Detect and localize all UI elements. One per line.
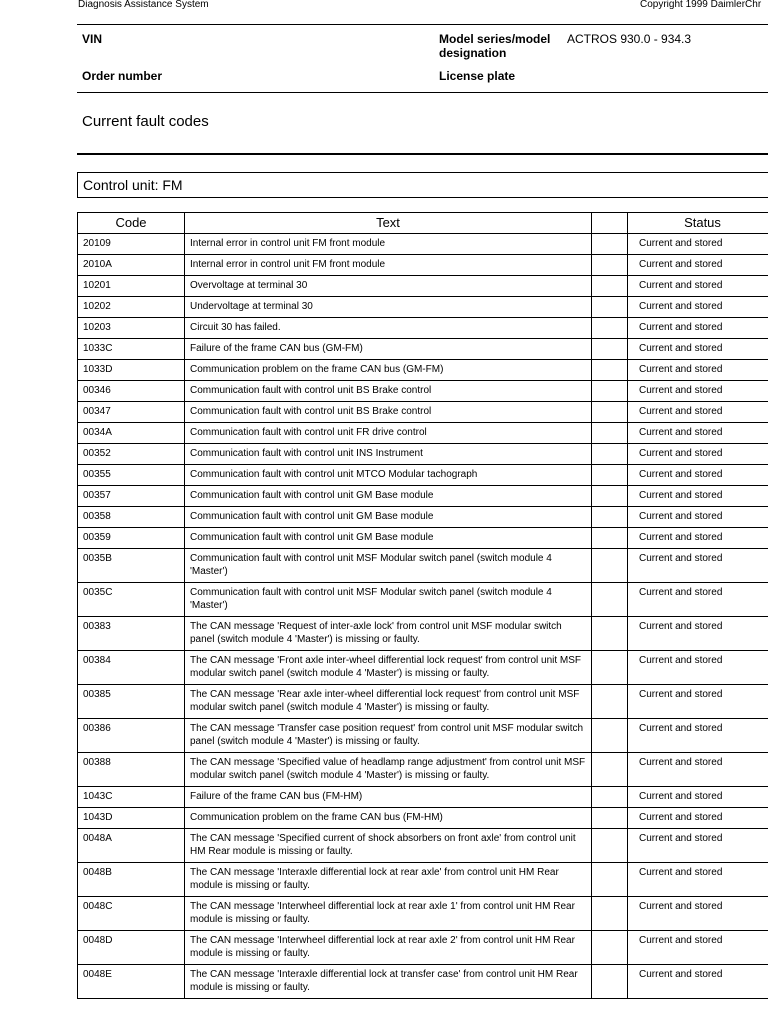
fault-code: 00386 xyxy=(78,719,185,753)
fault-code: 10203 xyxy=(78,318,185,339)
fault-text: Communication fault with control unit MSF Modular switch panel (switch module 4 'Master') xyxy=(185,549,592,583)
fault-text: The CAN message 'Specified value of headlamp range adjustment' from control unit MSF modular switch panel (switch module 4 'Master') is missing or faulty. xyxy=(185,753,592,787)
fault-status: Current and stored xyxy=(628,651,768,685)
table-row xyxy=(78,583,768,617)
fault-status: Current and stored xyxy=(628,297,768,318)
fault-text: Internal error in control unit FM front module xyxy=(185,255,592,276)
blank-cell xyxy=(592,339,628,360)
divider xyxy=(77,24,768,25)
blank-cell xyxy=(592,787,628,808)
table-row xyxy=(78,808,768,829)
fault-code: 0048C xyxy=(78,897,185,931)
fault-status: Current and stored xyxy=(628,276,768,297)
fault-status: Current and stored xyxy=(628,234,768,255)
model-label: Model series/model designation xyxy=(439,32,551,60)
fault-code: 2010A xyxy=(78,255,185,276)
fault-status: Current and stored xyxy=(628,808,768,829)
fault-code: 0034A xyxy=(78,423,185,444)
blank-cell xyxy=(592,318,628,339)
table-row xyxy=(78,402,768,423)
fault-status: Current and stored xyxy=(628,507,768,528)
blank-cell xyxy=(592,297,628,318)
divider xyxy=(77,153,768,155)
fault-text: The CAN message 'Transfer case position request' from control unit MSF modular switch panel (switch module 4 'Master') is missing or faulty. xyxy=(185,719,592,753)
fault-text: Communication fault with control unit INS Instrument xyxy=(185,444,592,465)
table-row xyxy=(78,423,768,444)
fault-code: 00385 xyxy=(78,685,185,719)
fault-text: The CAN message 'Interaxle differential lock at rear axle' from control unit HM Rear module is missing or faulty. xyxy=(185,863,592,897)
page-header xyxy=(0,0,768,12)
fault-status: Current and stored xyxy=(628,255,768,276)
fault-status: Current and stored xyxy=(628,360,768,381)
fault-code: 0048A xyxy=(78,829,185,863)
fault-code: 00346 xyxy=(78,381,185,402)
fault-text: Communication fault with control unit BS Brake control xyxy=(185,402,592,423)
blank-cell xyxy=(592,381,628,402)
table-row xyxy=(78,829,768,863)
column-header-text: Text xyxy=(185,213,592,234)
column-header-blank xyxy=(592,213,628,234)
fault-code: 1043C xyxy=(78,787,185,808)
blank-cell xyxy=(592,931,628,965)
fault-status: Current and stored xyxy=(628,829,768,863)
fault-text: Communication fault with control unit GM Base module xyxy=(185,486,592,507)
blank-cell xyxy=(592,423,628,444)
model-value: ACTROS 930.0 - 934.3 xyxy=(567,32,692,46)
fault-code: 0048D xyxy=(78,931,185,965)
fault-text: Communication fault with control unit GM Base module xyxy=(185,507,592,528)
fault-text: The CAN message 'Interwheel differential lock at rear axle 1' from control unit HM Rear module is missing or faulty. xyxy=(185,897,592,931)
fault-code: 20109 xyxy=(78,234,185,255)
fault-text: The CAN message 'Interaxle differential lock at transfer case' from control unit HM Rear module is missing or faulty. xyxy=(185,965,592,999)
table-header-row xyxy=(78,213,768,234)
table-row xyxy=(78,719,768,753)
fault-code-table xyxy=(77,212,768,999)
fault-text: The CAN message 'Specified current of shock absorbers on front axle' from control unit HM Rear module is missing or faulty. xyxy=(185,829,592,863)
fault-text: The CAN message 'Front axle inter-wheel differential lock request' from control unit MSF modular switch panel (switch module 4 'Master') is missing or faulty. xyxy=(185,651,592,685)
table-row xyxy=(78,444,768,465)
table-row xyxy=(78,897,768,931)
fault-text: Failure of the frame CAN bus (GM-FM) xyxy=(185,339,592,360)
fault-code: 00388 xyxy=(78,753,185,787)
blank-cell xyxy=(592,651,628,685)
blank-cell xyxy=(592,897,628,931)
blank-cell xyxy=(592,234,628,255)
fault-status: Current and stored xyxy=(628,486,768,507)
blank-cell xyxy=(592,583,628,617)
divider xyxy=(77,92,768,93)
fault-status: Current and stored xyxy=(628,444,768,465)
fault-status: Current and stored xyxy=(628,719,768,753)
control-unit-box xyxy=(77,172,768,198)
blank-cell xyxy=(592,719,628,753)
control-unit-title: Control unit: FM xyxy=(83,177,183,193)
table-row xyxy=(78,339,768,360)
fault-code: 1033C xyxy=(78,339,185,360)
table-row xyxy=(78,617,768,651)
fault-text: Overvoltage at terminal 30 xyxy=(185,276,592,297)
blank-cell xyxy=(592,863,628,897)
fault-status: Current and stored xyxy=(628,897,768,931)
table-row xyxy=(78,528,768,549)
column-header-status: Status xyxy=(628,213,768,234)
blank-cell xyxy=(592,402,628,423)
table-row xyxy=(78,318,768,339)
fault-code: 0035B xyxy=(78,549,185,583)
fault-code: 00355 xyxy=(78,465,185,486)
fault-code: 00357 xyxy=(78,486,185,507)
fault-code: 1043D xyxy=(78,808,185,829)
blank-cell xyxy=(592,965,628,999)
fault-status: Current and stored xyxy=(628,753,768,787)
app-name: Diagnosis Assistance System xyxy=(78,0,209,10)
fault-code: 10201 xyxy=(78,276,185,297)
fault-text: Communication problem on the frame CAN bus (GM-FM) xyxy=(185,360,592,381)
fault-status: Current and stored xyxy=(628,863,768,897)
blank-cell xyxy=(592,829,628,863)
fault-text: Communication fault with control unit MSF Modular switch panel (switch module 4 'Master') xyxy=(185,583,592,617)
fault-status: Current and stored xyxy=(628,549,768,583)
fault-code: 00358 xyxy=(78,507,185,528)
table-row xyxy=(78,753,768,787)
fault-status: Current and stored xyxy=(628,528,768,549)
fault-text: Communication fault with control unit GM Base module xyxy=(185,528,592,549)
fault-text: Undervoltage at terminal 30 xyxy=(185,297,592,318)
table-row xyxy=(78,549,768,583)
fault-status: Current and stored xyxy=(628,423,768,444)
fault-text: Failure of the frame CAN bus (FM-HM) xyxy=(185,787,592,808)
fault-code: 00383 xyxy=(78,617,185,651)
fault-status: Current and stored xyxy=(628,465,768,486)
section-title: Current fault codes xyxy=(82,113,209,130)
table-row xyxy=(78,507,768,528)
fault-status: Current and stored xyxy=(628,583,768,617)
blank-cell xyxy=(592,549,628,583)
fault-text: The CAN message 'Rear axle inter-wheel differential lock request' from control unit MSF modular switch panel (switch module 4 'Master') is missing or faulty. xyxy=(185,685,592,719)
fault-code: 0035C xyxy=(78,583,185,617)
table-row xyxy=(78,234,768,255)
blank-cell xyxy=(592,753,628,787)
table-row xyxy=(78,965,768,999)
fault-status: Current and stored xyxy=(628,931,768,965)
fault-status: Current and stored xyxy=(628,381,768,402)
fault-status: Current and stored xyxy=(628,402,768,423)
license-plate-label: License plate xyxy=(439,69,516,83)
table-row xyxy=(78,276,768,297)
order-number-label: Order number xyxy=(82,69,163,83)
fault-code: 00384 xyxy=(78,651,185,685)
fault-text: The CAN message 'Interwheel differential lock at rear axle 2' from control unit HM Rear module is missing or faulty. xyxy=(185,931,592,965)
blank-cell xyxy=(592,617,628,651)
blank-cell xyxy=(592,528,628,549)
blank-cell xyxy=(592,360,628,381)
fault-status: Current and stored xyxy=(628,787,768,808)
blank-cell xyxy=(592,276,628,297)
fault-status: Current and stored xyxy=(628,339,768,360)
fault-text: Circuit 30 has failed. xyxy=(185,318,592,339)
fault-status: Current and stored xyxy=(628,965,768,999)
table-row xyxy=(78,381,768,402)
blank-cell xyxy=(592,808,628,829)
fault-status: Current and stored xyxy=(628,617,768,651)
blank-cell xyxy=(592,685,628,719)
table-row xyxy=(78,685,768,719)
fault-text: Communication fault with control unit BS Brake control xyxy=(185,381,592,402)
blank-cell xyxy=(592,465,628,486)
fault-code: 1033D xyxy=(78,360,185,381)
blank-cell xyxy=(592,444,628,465)
fault-text: Communication fault with control unit MTCO Modular tachograph xyxy=(185,465,592,486)
fault-text: Communication problem on the frame CAN bus (FM-HM) xyxy=(185,808,592,829)
fault-text: Communication fault with control unit FR drive control xyxy=(185,423,592,444)
table-row xyxy=(78,297,768,318)
fault-text: The CAN message 'Request of inter-axle lock' from control unit MSF modular switch panel (switch module 4 'Master') is missing or faulty. xyxy=(185,617,592,651)
column-header-code: Code xyxy=(78,213,185,234)
blank-cell xyxy=(592,507,628,528)
fault-code: 0048E xyxy=(78,965,185,999)
fault-status: Current and stored xyxy=(628,685,768,719)
blank-cell xyxy=(592,255,628,276)
table-row xyxy=(78,255,768,276)
fault-code: 00359 xyxy=(78,528,185,549)
fault-code: 0048B xyxy=(78,863,185,897)
table-row xyxy=(78,360,768,381)
table-row xyxy=(78,863,768,897)
blank-cell xyxy=(592,486,628,507)
fault-code: 00352 xyxy=(78,444,185,465)
table-row xyxy=(78,486,768,507)
fault-text: Internal error in control unit FM front module xyxy=(185,234,592,255)
table-row xyxy=(78,931,768,965)
fault-status: Current and stored xyxy=(628,318,768,339)
fault-code: 00347 xyxy=(78,402,185,423)
table-row xyxy=(78,787,768,808)
vin-label: VIN xyxy=(82,32,103,46)
fault-code: 10202 xyxy=(78,297,185,318)
table-row xyxy=(78,465,768,486)
table-row xyxy=(78,651,768,685)
copyright-text: Copyright 1999 DaimlerChr xyxy=(640,0,762,10)
